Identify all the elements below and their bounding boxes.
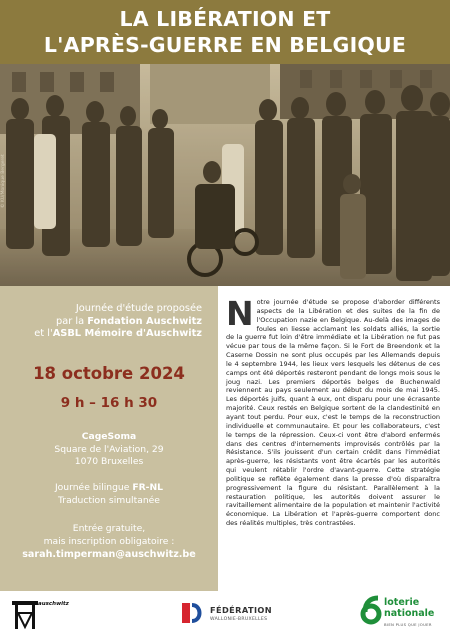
language-info (0, 482, 218, 507)
poster-title (0, 6, 450, 58)
fwb-subtitle: WALLONIE-BRUXELLES (210, 617, 268, 622)
fondation-auschwitz-name: Fondation Auschwitz (87, 315, 202, 327)
translation-note: Traduction simultanée (58, 494, 160, 506)
organizers-line-1: Journée d'étude proposée (75, 303, 202, 314)
loterie-tagline: BIEN PLUS QUE JOUER (384, 622, 432, 627)
federation-wallonie-bruxelles-logo (178, 599, 283, 631)
loterie-six-icon (360, 595, 382, 625)
crowd-photo-illustration (0, 64, 450, 286)
info-section (0, 286, 450, 591)
description-text (226, 294, 440, 528)
venue-street: Square de l'Aviation, 29 (54, 443, 164, 455)
header-band (0, 0, 450, 286)
title-line-2: L'APRÈS-GUERRE EN BELGIQUE (43, 33, 407, 57)
fwb-name: FÉDÉRATION (210, 605, 273, 615)
liberation-photo (0, 64, 450, 286)
loterie-line-1: loterie (384, 597, 420, 608)
description-panel (218, 286, 450, 591)
loterie-name (384, 598, 434, 619)
event-details (0, 286, 218, 591)
language-line-1 (0, 482, 218, 495)
organizers (2, 303, 202, 341)
title-line-1: LA LIBÉRATION ET (119, 7, 331, 31)
organizers-line-3-prefix: et l' (34, 328, 53, 339)
organizers-line-3 (2, 328, 202, 341)
auschwitz-logo (10, 597, 85, 633)
organizers-line-2-prefix: par la (56, 315, 88, 327)
asbl-memoire-name: ASBL Mémoire d'Auschwitz (52, 328, 202, 339)
description-body: otre journée d'étude se propose d'aborder différents aspects de la Libération et des suites de la fin de l'Occupation nazie en Belgique. Au-delà des images de foules en liesse acclamant les soldats alliés, la sortie de la guerre fut loin d'être immédiate et la Libération ne fut pas vécue par tous de la même façon. Si le Fort de Breendonk et la Caserne Dossin ne sont plus occupés par les Allemands depuis le 4 septembre 1944, les lieux vers lesquels les détenus de ces camps ont été déportés resteront pendant de longs mois sous le joug nazi. Les premiers déportés belges de Buchenwald reviennent au pays seulement au début du mois de mai 1945. Les déportés juifs, quant à eux, ont disparu pour une écrasante majorité. Ceux restés en Belgique sortent de la clandestinité en ayant tout perdu. Pour eux, c'est le temps de la reconstruction individuelle et communautaire. Et pour les collaborateurs, c'est le temps de la répression. Ceux-ci vont être d'abord enfermés dans des centres d'internements improvisés contrôlés par la Résistance. S'ils jouissent d'un certain crédit dans l'immédiat après-guerre, les résistants vont être écartés par les autorités qui veulent rétablir l'ordre d'avant-guerre. Cette stratégie politique se reflète également dans la presse d'où disparaîtra progressivement la figure du résistant. Parallèlement à la restauration politique, les autorités doivent assurer le ravitaillement alimentaire de la population et maintenir l'activité économique. La Libération et l'après-guerre comportent donc des réalités multiples, très contrastées. (226, 298, 440, 528)
venue-city: 1070 Bruxelles (74, 456, 144, 467)
loterie-line-2: nationale (384, 607, 435, 619)
venue-name: CageSoma (81, 431, 137, 442)
photo-credit: © KU/Monique Bergeret (1, 154, 6, 208)
registration-info (0, 523, 218, 548)
registration-required: mais inscription obligatoire : (43, 535, 175, 547)
language-prefix: Journée bilingue (54, 482, 133, 493)
free-entry: Entrée gratuite, (72, 523, 146, 534)
organizers-line-2 (2, 316, 202, 329)
event-date: 18 octobre 2024 (33, 364, 185, 383)
fwb-emblem-icon (178, 599, 206, 627)
language-code: FR-NL (132, 482, 164, 493)
loterie-nationale-logo (360, 595, 445, 633)
event-hours: 9 h – 16 h 30 (60, 395, 158, 411)
drop-cap: N (226, 294, 254, 333)
gate-icon (10, 597, 40, 631)
venue (0, 431, 218, 469)
sponsor-footer (0, 591, 450, 636)
auschwitz-logo-text: auschwitz (38, 601, 69, 607)
registration-email[interactable]: sarah.timperman@auschwitz.be (22, 549, 196, 560)
